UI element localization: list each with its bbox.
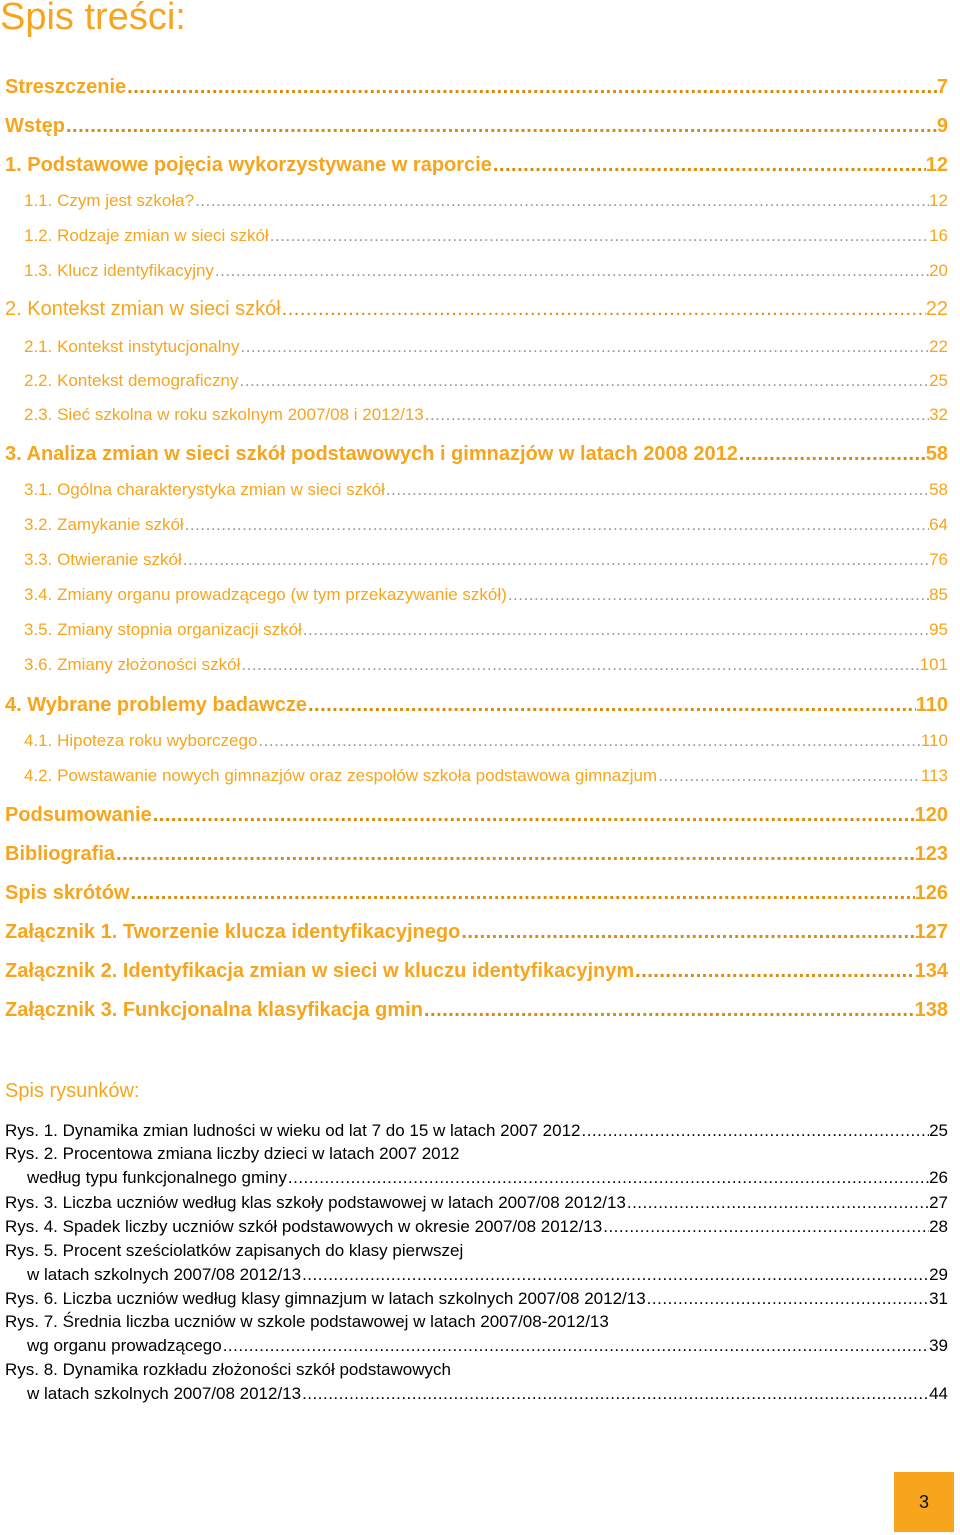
toc-leader	[258, 731, 920, 751]
figure-leader	[223, 1336, 929, 1356]
toc-page-number: 58	[925, 443, 948, 465]
toc-entry[interactable]	[24, 371, 950, 391]
toc-entry-text: Podsumowanie	[5, 804, 152, 826]
toc-entry-text: 1.3. Klucz identyfikacyjny	[24, 261, 214, 280]
toc-page-number: 22	[925, 298, 948, 320]
toc-page-number: 126	[914, 882, 948, 904]
toc-page-number: 7	[936, 76, 948, 98]
toc-entry[interactable]	[5, 921, 950, 944]
toc-leader	[240, 371, 930, 391]
toc-page-number: 25	[929, 371, 948, 390]
figure-entry-text: w latach szkolnych 2007/08 2012/13	[27, 1265, 302, 1284]
toc-page-number: 138	[914, 999, 948, 1021]
figure-entry[interactable]	[5, 1193, 950, 1213]
figure-leader	[581, 1121, 929, 1141]
toc-entry[interactable]	[24, 655, 950, 675]
toc-entry-text: 3.3. Otwieranie szkół	[24, 550, 182, 569]
toc-entry-text: 3. Analiza zmian w sieci szkół podstawowych i gimnazjów w latach 2008 2012	[5, 443, 738, 465]
toc-page-number: 110	[920, 731, 948, 750]
figure-entry[interactable]	[5, 1121, 950, 1141]
toc-entry-text: Załącznik 3. Funkcjonalna klasyfikacja gmin	[5, 999, 423, 1021]
toc-leader	[195, 191, 929, 211]
toc-page-number: 76	[929, 550, 948, 569]
toc-leader	[153, 804, 915, 827]
toc-entry[interactable]	[24, 405, 950, 425]
toc-leader	[658, 766, 921, 786]
figure-entry[interactable]	[5, 1217, 950, 1237]
toc-entry[interactable]	[5, 843, 950, 866]
toc-page-number: 9	[936, 115, 948, 137]
toc-entry[interactable]	[24, 731, 950, 751]
figure-page-number: 44	[929, 1384, 948, 1403]
toc-entry[interactable]	[24, 337, 950, 357]
toc-leader	[185, 515, 929, 535]
toc-leader	[241, 655, 919, 675]
toc-leader	[308, 694, 916, 717]
figure-leader	[627, 1193, 929, 1213]
toc-leader	[425, 405, 929, 425]
toc-page-number: 101	[919, 655, 948, 674]
figure-leader	[302, 1265, 929, 1285]
figure-leader	[603, 1217, 929, 1237]
toc-leader	[215, 261, 929, 281]
toc-entry-text: 2. Kontekst zmian w sieci szkół	[5, 298, 281, 320]
figure-entry-first-line: Rys. 5. Procent sześciolatków zapisanych do klasy pierwszej	[5, 1241, 464, 1260]
toc-page-number: 113	[920, 766, 948, 785]
toc-entry-text: Bibliografia	[5, 843, 116, 865]
toc-page-number: 64	[929, 515, 948, 534]
toc-page-number: 95	[929, 620, 948, 639]
toc-entry[interactable]	[24, 226, 950, 246]
toc-leader	[386, 480, 929, 500]
figure-entry[interactable]	[27, 1336, 950, 1356]
toc-entry[interactable]	[24, 261, 950, 281]
toc-entry-text: 1.1. Czym jest szkoła?	[24, 191, 195, 210]
figure-entry-text: Rys. 3. Liczba uczniów według klas szkoły podstawowej w latach 2007/08 2012/13	[5, 1193, 626, 1212]
toc-entry[interactable]	[5, 443, 950, 466]
toc-entry[interactable]	[5, 76, 950, 99]
figure-leader	[288, 1168, 929, 1188]
toc-page-number: 16	[929, 226, 948, 245]
figure-entry-text: w latach szkolnych 2007/08 2012/13	[27, 1384, 302, 1403]
toc-entry-text: 1.2. Rodzaje zmian w sieci szkół	[24, 226, 269, 245]
toc-page-number: 22	[929, 337, 948, 356]
toc-entry[interactable]	[24, 480, 950, 500]
figure-page-number: 26	[929, 1168, 948, 1187]
figure-entry[interactable]	[5, 1289, 950, 1309]
toc-entry-text: 3.6. Zmiany złożoności szkół	[24, 655, 241, 674]
toc-entry[interactable]	[5, 960, 950, 983]
toc-entry[interactable]	[5, 298, 950, 321]
toc-entry[interactable]	[24, 585, 950, 605]
toc-page-number: 120	[914, 804, 948, 826]
toc-leader	[66, 115, 937, 138]
figure-leader	[302, 1384, 929, 1404]
figure-entry-text: Rys. 6. Liczba uczniów według klasy gimnazjum w latach szkolnych 2007/08 2012/13	[5, 1289, 646, 1308]
toc-entry-text: Załącznik 2. Identyfikacja zmian w sieci w kluczu identyfikacyjnym	[5, 960, 635, 982]
toc-entry-text: Załącznik 1. Tworzenie klucza identyfikacyjnego	[5, 921, 461, 943]
toc-entry[interactable]	[24, 620, 950, 640]
toc-leader	[183, 550, 929, 570]
toc-leader	[424, 999, 915, 1022]
toc-leader	[635, 960, 914, 983]
toc-entry-text: 3.5. Zmiany stopnia organizacji szkół	[24, 620, 302, 639]
toc-page-number: 134	[914, 960, 948, 982]
toc-page-number: 32	[929, 405, 948, 424]
toc-entry-text: 1. Podstawowe pojęcia wykorzystywane w raporcie	[5, 154, 492, 176]
toc-entry-text: Wstęp	[5, 115, 65, 137]
toc-entry-text: Streszczenie	[5, 76, 127, 98]
figure-page-number: 29	[929, 1265, 948, 1284]
figure-entry-first-line: Rys. 2. Procentowa zmiana liczby dzieci w latach 2007 2012	[5, 1144, 460, 1163]
toc-entry-text: 3.4. Zmiany organu prowadzącego (w tym przekazywanie szkół)	[24, 585, 507, 604]
figure-entry-first-line: Rys. 7. Średnia liczba uczniów w szkole podstawowej w latach 2007/08-2012/13	[5, 1312, 609, 1331]
figure-page-number: 27	[929, 1193, 948, 1212]
toc-entry-text: 4.1. Hipoteza roku wyborczego	[24, 731, 258, 750]
toc-entry[interactable]	[5, 804, 950, 827]
figure-entry[interactable]	[27, 1168, 950, 1188]
toc-entry[interactable]	[24, 766, 950, 786]
toc-leader	[282, 298, 926, 321]
figure-entry-text: wg organu prowadzącego	[27, 1336, 222, 1355]
page-number-badge: 3	[894, 1472, 954, 1532]
toc-leader	[461, 921, 914, 944]
toc-entry-text: 3.1. Ogólna charakterystyka zmian w sieci szkół	[24, 480, 385, 499]
toc-leader	[493, 154, 926, 177]
toc-leader	[739, 443, 926, 466]
figure-entry-first-line: Rys. 8. Dynamika rozkładu złożoności szkół podstawowych	[5, 1360, 451, 1379]
toc-page-number: 123	[914, 843, 948, 865]
toc-page-number: 58	[929, 480, 948, 499]
figure-entry-text: Rys. 4. Spadek liczby uczniów szkół podstawowych w okresie 2007/08 2012/13	[5, 1217, 603, 1236]
figure-entry-text: Rys. 1. Dynamika zmian ludności w wieku od lat 7 do 15 w latach 2007 2012	[5, 1121, 581, 1140]
figure-entry-text: według typu funkcjonalnego gminy	[27, 1168, 287, 1187]
toc-leader	[127, 76, 937, 99]
toc-entry-text: 2.3. Sieć szkolna w roku szkolnym 2007/08 i 2012/13	[24, 405, 424, 424]
toc-entry[interactable]	[24, 191, 950, 211]
figure-leader	[647, 1289, 929, 1309]
toc-page-number: 110	[915, 694, 948, 716]
figure-page-number: 25	[929, 1121, 948, 1140]
toc-entry[interactable]	[24, 550, 950, 570]
toc-page-number: 85	[929, 585, 948, 604]
toc-entry-text: 2.2. Kontekst demograficzny	[24, 371, 239, 390]
figure-page-number: 39	[929, 1336, 948, 1355]
toc-leader	[303, 620, 929, 640]
figure-entry[interactable]	[27, 1265, 950, 1285]
toc-entry-text: Spis skrótów	[5, 882, 130, 904]
toc-entry-text: 2.1. Kontekst instytucjonalny	[24, 337, 240, 356]
figures-list-title: Spis rysunków:	[5, 1080, 140, 1102]
toc-entry[interactable]	[5, 882, 950, 905]
toc-entry[interactable]	[5, 999, 950, 1022]
toc-leader	[270, 226, 929, 246]
figure-page-number: 31	[929, 1289, 948, 1308]
figure-page-number: 28	[929, 1217, 948, 1236]
toc-entry[interactable]	[5, 154, 950, 177]
toc-leader	[508, 585, 929, 605]
toc-entry-text: 3.2. Zamykanie szkół	[24, 515, 184, 534]
toc-entry[interactable]	[24, 515, 950, 535]
toc-leader	[130, 882, 914, 905]
toc-page-number: 12	[925, 154, 948, 176]
toc-entry-text: 4.2. Powstawanie nowych gimnazjów oraz zespołów szkoła podstawowa gimnazjum	[24, 766, 658, 785]
toc-leader	[240, 337, 929, 357]
toc-entry-text: 4. Wybrane problemy badawcze	[5, 694, 307, 716]
toc-entry[interactable]	[5, 694, 950, 717]
figure-entry[interactable]	[27, 1384, 950, 1404]
toc-page-number: 12	[929, 191, 948, 210]
toc-page-number: 20	[929, 261, 948, 280]
toc-entry[interactable]	[5, 115, 950, 138]
toc-leader	[116, 843, 915, 866]
toc-page-number: 127	[914, 921, 948, 943]
page-title: Spis treści:	[0, 0, 186, 38]
